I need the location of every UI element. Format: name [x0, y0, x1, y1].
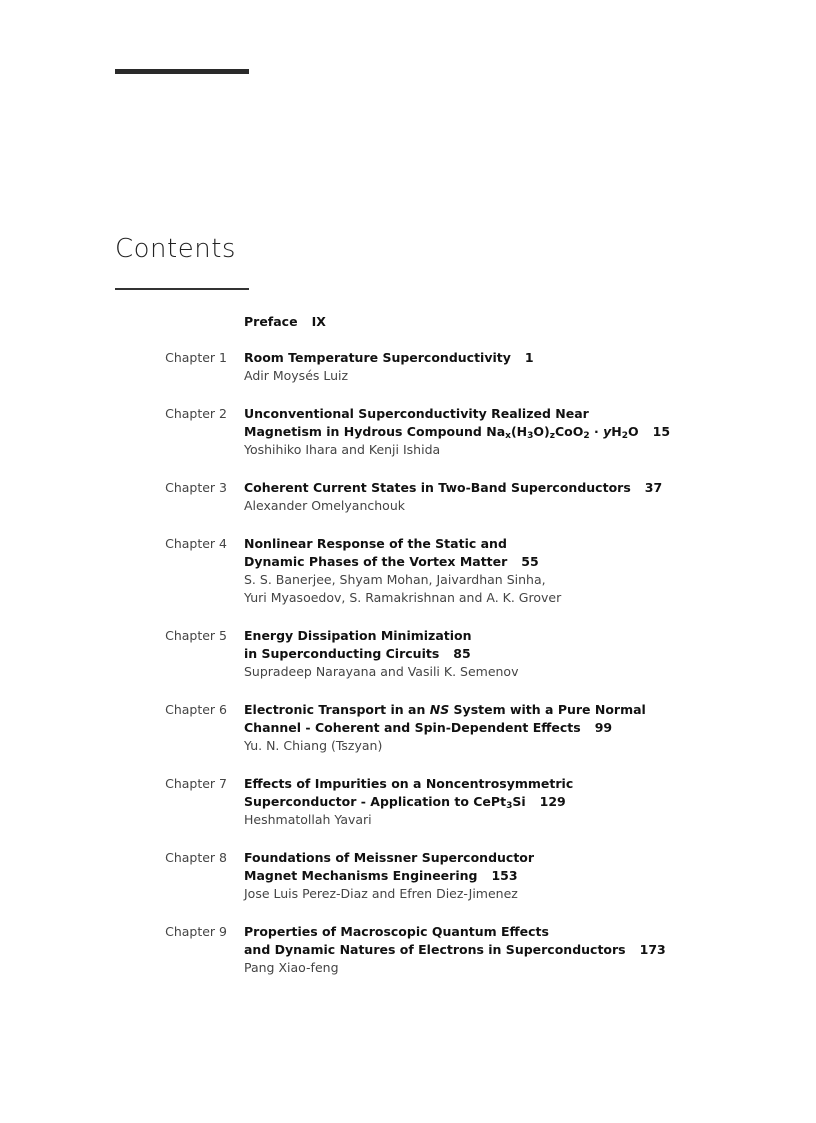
entry-title-line: Electronic Transport in an NS System with a Pure Normal	[244, 702, 646, 717]
entry-title-line: Magnetism in Hydrous Compound $Na_x(H_3O)_zCoO_2 \cdot yH_2O$ 15	[244, 424, 671, 441]
entry-title-line: Properties of Macroscopic Quantum Effects	[244, 924, 549, 939]
entry-body	[244, 775, 816, 829]
entry-title-line: Superconductor - Application to CePt$_3$Si 129	[244, 794, 566, 811]
chapter-label: Chapter 3	[165, 480, 227, 495]
entry-authors: Yu. N. Chiang (Tszyan)	[244, 738, 383, 753]
top-decorative-rule	[115, 69, 249, 74]
entry-title-line: Nonlinear Response of the Static and	[244, 536, 507, 551]
chapter-label: Chapter 5	[165, 628, 227, 643]
entry-body	[244, 405, 816, 459]
entry-authors: Alexander Omelyanchouk	[244, 498, 405, 513]
entry-body	[244, 535, 816, 607]
chapter-label: Chapter 1	[165, 350, 227, 365]
entry-title-line: Dynamic Phases of the Vortex Matter 55	[244, 554, 539, 569]
entry-authors: Yoshihiko Ihara and Kenji Ishida	[244, 442, 441, 457]
page-number: 37	[644, 480, 663, 495]
entry-title-line: and Dynamic Natures of Electrons in Superconductors 173	[244, 942, 666, 957]
page-number: 129	[539, 794, 566, 809]
entry-authors: Adir Moysés Luiz	[244, 368, 349, 383]
chapter-label: Chapter 6	[165, 702, 227, 717]
entry-body	[244, 479, 816, 515]
page-number: 15	[652, 424, 671, 439]
entry-title	[244, 313, 816, 331]
chapter-label	[0, 313, 244, 331]
title-underline-rule	[115, 288, 249, 290]
page-number: 99	[594, 720, 613, 735]
toc-entry-chapter-1[interactable]	[0, 349, 816, 385]
toc-entry-chapter-2[interactable]	[0, 405, 816, 459]
toc-entry-chapter-9[interactable]	[0, 923, 816, 977]
entry-title-line: Foundations of Meissner Superconductor	[244, 850, 535, 865]
toc-entry-chapter-8[interactable]	[0, 849, 816, 903]
page-number: 153	[491, 868, 518, 883]
toc-entry-chapter-3[interactable]	[0, 479, 816, 515]
entry-authors: Jose Luis Perez-Diaz and Efren Diez-Jimenez	[244, 886, 518, 901]
toc-entry-preface[interactable]	[0, 313, 816, 331]
page-number: 1	[524, 350, 534, 365]
toc-entry-chapter-7[interactable]	[0, 775, 816, 829]
toc-entry-chapter-6[interactable]	[0, 701, 816, 755]
toc-entry-chapter-4[interactable]	[0, 535, 816, 607]
table-of-contents	[0, 313, 816, 997]
entry-body	[244, 849, 816, 903]
page-number: IX	[311, 314, 326, 329]
chapter-label: Chapter 2	[165, 406, 227, 421]
toc-entry-chapter-5[interactable]	[0, 627, 816, 681]
page-number: 85	[453, 646, 471, 661]
entry-title-line: Coherent Current States in Two-Band Superconductors 37	[244, 480, 663, 495]
entry-body	[244, 313, 816, 331]
entry-title-line: Room Temperature Superconductivity 1	[244, 350, 534, 365]
entry-authors: S. S. Banerjee, Shyam Mohan, Jaivardhan Sinha,	[244, 572, 546, 587]
chapter-label: Chapter 4	[165, 536, 227, 551]
entry-authors: Heshmatollah Yavari	[244, 812, 372, 827]
entry-authors: Pang Xiao-feng	[244, 960, 339, 975]
entry-title-line: in Superconducting Circuits 85	[244, 646, 471, 661]
page-title: Contents	[115, 234, 236, 264]
entry-authors: Supradeep Narayana and Vasili K. Semenov	[244, 664, 519, 679]
entry-title-line: Effects of Impurities on a Noncentrosymmetric	[244, 776, 574, 791]
entry-body	[244, 627, 816, 681]
entry-authors: Yuri Myasoedov, S. Ramakrishnan and A. K. Grover	[244, 590, 562, 605]
entry-title-line: Unconventional Superconductivity Realized Near	[244, 406, 589, 421]
preface-label: Preface	[244, 314, 298, 329]
chapter-list	[0, 349, 816, 977]
entry-title-line: Magnet Mechanisms Engineering 153	[244, 868, 518, 883]
entry-body	[244, 349, 816, 385]
chapter-label: Chapter 7	[165, 776, 227, 791]
entry-body	[244, 701, 816, 755]
chapter-label: Chapter 9	[165, 924, 227, 939]
page-number: 55	[521, 554, 539, 569]
entry-title-line: Energy Dissipation Minimization	[244, 628, 472, 643]
page-number: 173	[639, 942, 666, 957]
entry-body	[244, 923, 816, 977]
chapter-label: Chapter 8	[165, 850, 227, 865]
entry-title-line: Channel - Coherent and Spin-Dependent Effects 99	[244, 720, 613, 735]
